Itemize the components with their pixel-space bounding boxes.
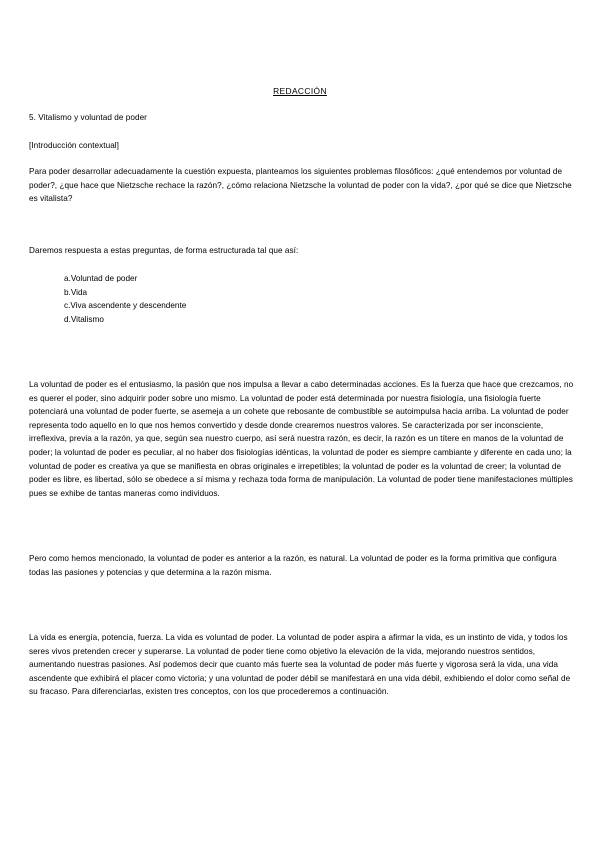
document-title: REDACCIÓN — [273, 86, 327, 96]
list-item: d.Vitalismo — [64, 314, 104, 324]
paragraph-anterior-razon: Pero como hemos mencionado, la voluntad de poder es anterior a la razón, es natural. La voluntad de poder es la forma primitiva que configura todas las pasiones y potencias y que determina a la razón misma. — [29, 554, 557, 577]
list-item: a.Voluntad de poder — [64, 274, 138, 283]
paragraph-questions: Para poder desarrollar adecuadamente la cuestión expuesta, planteamos los siguientes problemas filosóficos: ¿qué entendemos por voluntad de poder?, ¿que hace que Nietzsche rechace la razón?, ¿cómo relaciona Nietzsche la voluntad de poder con la vida?, ¿por qué se dice que Nietzsche es vitalista? — [29, 167, 572, 204]
paragraph-voluntad-de-poder: La voluntad de poder es el entusiasmo, la pasión que nos impulsa a llevar a cabo determinadas acciones. Es la fuerza que hace que crezcamos, no es querer el poder, sino adquirir poder sobre uno mismo. La voluntad de poder está determinada por nuestra fisiología, una fisiología fuerte potenciará una voluntad de poder fuerte, se asemeja a un cohete que rebosante de combustible se autoimpulsa hacia arriba. La voluntad de poder representa todo aquello en lo que nos hemos convertido y desde donde crearemos nuestros valores. Se caracterizada por ser inconsciente, irreflexiva, previa a la razón, ya que, según sea nuestro cuerpo, así será nuestra razón, es decir, la razón es un títere en manos de la voluntad de poder; la voluntad de poder es peculiar, al no haber dos fisiologías idénticas, la voluntad de poder es siempre cambiante y diferente en cada uno; la voluntad de poder es creativa ya que se manifiesta en obras originales e irrepetibles; la voluntad de poder es la voluntad de creer; la voluntad de poder es libre, es libertad, sólo se obedece a sí misma y rechaza toda forma de manipulación. La voluntad de poder tiene manifestaciones múltiples pues se exhibe de tantas maneras como individuos. — [29, 380, 574, 498]
paragraph-structure: Daremos respuesta a estas preguntas, de forma estructurada tal que así: — [29, 246, 299, 255]
list-item: b.Vida — [64, 287, 88, 297]
topic-list — [64, 272, 186, 326]
intro-label: [Introducción contextual] — [29, 141, 120, 150]
section-heading: 5. Vitalismo y voluntad de poder — [29, 113, 147, 122]
list-item: c.Viva ascendente y descendente — [64, 301, 187, 311]
paragraph-vida: La vida es energía, potencia, fuerza. La vida es voluntad de poder. La voluntad de poder aspira a afirmar la vida, es un instinto de vida, y todos los seres vivos pretenden crecer y superarse. La voluntad de poder tiene como objetivo la elevación de la vida, mejorando nuestros sentidos, aumentando nuestras pasiones. Así podemos decir que cuanto más fuerte sea la voluntad de poder más fuerte y vigorosa será la vida, una vida ascendente que exhibirá el placer como victoria; y una voluntad de poder débil se manifestará en una vida débil, exhibiendo el dolor como señal de su fracaso. Para diferenciarlas, existen tres conceptos, con los que procederemos a continuación. — [29, 633, 571, 697]
